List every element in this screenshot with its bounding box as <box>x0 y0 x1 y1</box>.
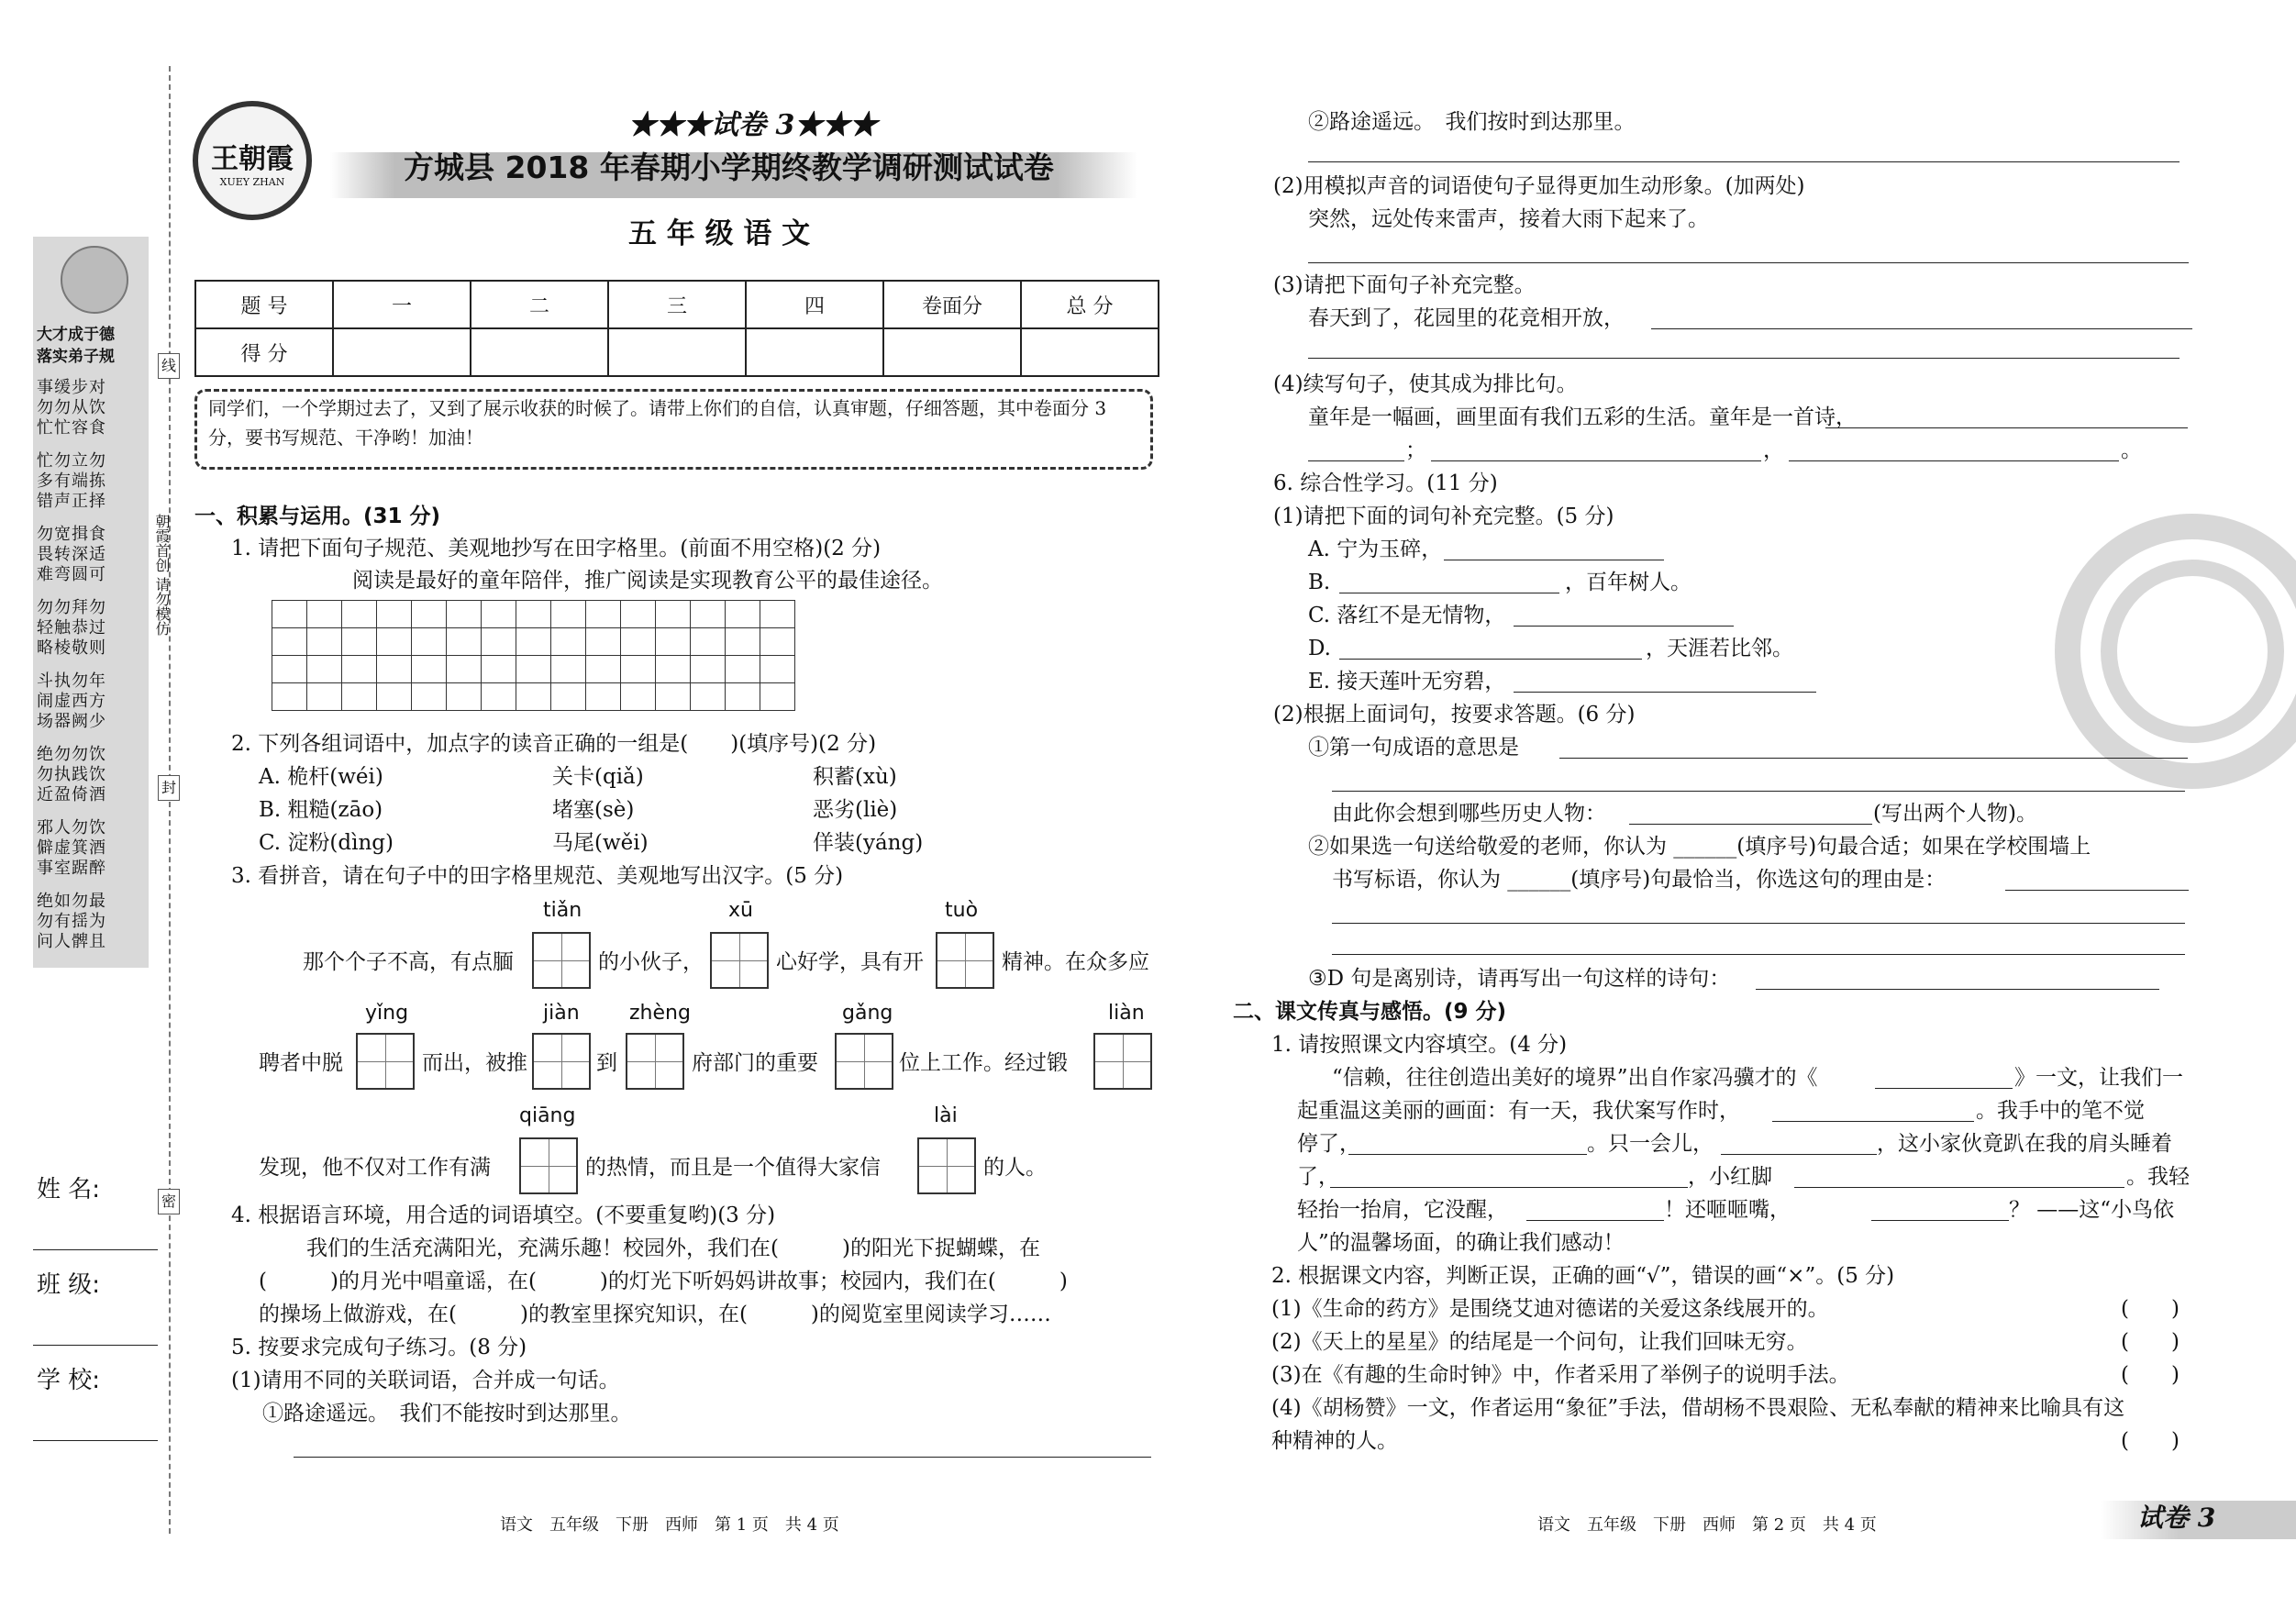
r3-text: 突然，远处传来雷声，接着大雨下起来了。 <box>1308 207 1709 231</box>
s2q2-text: 2. 根据课文内容，判断正误，正确的画“√”，错误的画“×”。(5 分) <box>1271 1264 1895 1288</box>
grid-cell[interactable] <box>621 628 656 656</box>
q1-text: 1. 请把下面句子规范、美观地抄写在田字格里。(前面不用空格)(2 分) <box>231 537 882 560</box>
rule-line: 事室踞醉 <box>37 859 106 878</box>
q5-1-text: (1)请用不同的关联词语，合并成一句话。 <box>231 1369 620 1392</box>
judge-statement: (2)《天上的星星》的结尾是一个问句，让我们回味无穷。 <box>1271 1330 1808 1354</box>
q3-line3-b: 的热情，而且是一个值得大家信 <box>585 1156 881 1180</box>
q6-2c: ②如果选一句送给敬爱的老师，你认为 ______(填序号)句最合适；如果在学校围墙上 <box>1308 835 2091 859</box>
answer-line[interactable] <box>1339 659 1642 660</box>
footer-left: 语文 五年级 下册 西师 第 1 页 共 4 页 <box>500 1515 839 1535</box>
grid-cell[interactable] <box>621 683 656 711</box>
grid-cell[interactable] <box>691 656 726 683</box>
q3-line2-a: 聘者中脱 <box>259 1051 343 1075</box>
answer-line[interactable] <box>1332 954 2185 955</box>
answer-line[interactable] <box>1629 824 1872 825</box>
q2-option: C. 淀粉(dìng) <box>259 831 394 855</box>
grid-cell[interactable] <box>656 656 691 683</box>
grid-cell[interactable] <box>516 656 551 683</box>
score-cell[interactable] <box>608 328 746 376</box>
grid-cell[interactable] <box>272 601 307 628</box>
grid-cell[interactable] <box>726 601 760 628</box>
answer-line[interactable] <box>1651 328 2192 329</box>
rule-line: 错声正择 <box>37 492 106 511</box>
answer-line[interactable] <box>1721 1154 1877 1155</box>
copyright-note: 朝霞首创 请勿模仿 <box>153 514 171 637</box>
q6-A: A. 宁为玉碎， <box>1308 538 1443 561</box>
q3-line1-b: 的小伙子， <box>598 950 704 974</box>
grid-cell[interactable] <box>272 628 307 656</box>
score-header: 卷面分 <box>883 281 1021 328</box>
r1-text: ②路途遥远。 我们按时到达那里。 <box>1308 110 1636 134</box>
name-field[interactable] <box>33 1249 158 1250</box>
q6-2d: 书写标语，你认为 ______(填序号)句最恰当，你选这句的理由是： <box>1332 868 1947 892</box>
r4-text: (3)请把下面句子补充完整。 <box>1273 273 1536 297</box>
grid-cell[interactable] <box>377 628 412 656</box>
score-header: 四 <box>746 281 883 328</box>
pinyin-7: gǎng <box>842 1002 893 1025</box>
brand-logo: 王朝霞 XUEY ZHAN <box>193 101 312 220</box>
q3-line1-d: 精神。在众多应 <box>1002 950 1149 974</box>
q4-line1: 我们的生活充满阳光，充满乐趣！校园外，我们在( )的阳光下捉蝴蝶，在 <box>306 1237 1040 1260</box>
comma: ， <box>1763 438 1784 462</box>
section-1-heading: 一、积累与运用。(31 分) <box>194 505 441 528</box>
s2-line4c: 。我轻 <box>2126 1165 2190 1189</box>
s2q1-text: 1. 请按照课文内容填空。(4 分) <box>1271 1033 1568 1057</box>
grid-cell[interactable] <box>691 683 726 711</box>
grid-cell[interactable] <box>307 628 342 656</box>
tian-box-10[interactable] <box>917 1137 976 1194</box>
s2-line5b: ！还咂咂嘴， <box>1664 1198 1791 1222</box>
q6-2-text: (2)根据上面词句，按要求答题。(6 分) <box>1273 703 1636 726</box>
rule-line: 略棱敬则 <box>37 638 106 658</box>
grid-cell[interactable] <box>307 683 342 711</box>
grid-cell[interactable] <box>656 628 691 656</box>
score-cell[interactable] <box>1021 328 1159 376</box>
answer-line[interactable] <box>1789 460 2119 461</box>
answer-line[interactable] <box>1348 1154 1587 1155</box>
rule-line: 近盈倚酒 <box>37 785 106 804</box>
grid-cell[interactable] <box>586 601 621 628</box>
q2-option: 恶劣(liè) <box>813 798 898 822</box>
grid-cell[interactable] <box>516 628 551 656</box>
grid-cell[interactable] <box>412 656 447 683</box>
rule-line: 畏转深适 <box>37 545 106 564</box>
section-2-heading: 二、课文传真与感悟。(9 分) <box>1233 1000 1507 1024</box>
answer-line[interactable] <box>294 1457 1151 1458</box>
score-header: 二 <box>471 281 608 328</box>
s2-line5: 轻抬一抬肩，它没醒， <box>1297 1198 1508 1222</box>
q3-line2-d: 府部门的重要 <box>692 1051 818 1075</box>
s2-line2b: 。我手中的笔不觉 <box>1976 1099 2145 1123</box>
q6-C: C. 落红不是无情物， <box>1308 604 1506 627</box>
grid-cell[interactable] <box>412 683 447 711</box>
grid-cell[interactable] <box>342 683 377 711</box>
q6-2b2: (写出两个人物)。 <box>1873 802 2037 826</box>
grid-cell[interactable] <box>377 683 412 711</box>
rule-line: 勿勿从饮 <box>37 398 106 417</box>
tian-box-4[interactable] <box>356 1033 415 1090</box>
corner-label: 试卷 3 <box>2137 1503 2216 1533</box>
grid-cell[interactable] <box>447 601 482 628</box>
q3-text: 3. 看拼音，请在句子中的田字格里规范、美观地写出汉字。(5 分) <box>231 864 844 888</box>
grid-cell[interactable] <box>272 683 307 711</box>
s2-line4: 了， <box>1297 1165 1339 1189</box>
q2-option: 马尾(wěi) <box>552 831 649 855</box>
q3-line2-b: 而出，被推 <box>422 1051 527 1075</box>
score-cell[interactable] <box>471 328 608 376</box>
answer-line[interactable] <box>1308 161 2180 162</box>
school-label: 学 校: <box>37 1367 101 1394</box>
rule-line: 勿宽揖食 <box>37 525 106 544</box>
q2-text: 2. 下列各组词语中，加点字的读音正确的一组是( )(填序号)(2 分) <box>231 732 877 756</box>
q6-B2: ，百年树人。 <box>1565 571 1691 594</box>
q6-text: 6. 综合性学习。(11 分) <box>1273 471 1498 495</box>
grid-cell[interactable] <box>586 683 621 711</box>
answer-line[interactable] <box>1825 427 2188 428</box>
grid-cell[interactable] <box>551 656 586 683</box>
answer-line[interactable] <box>1794 1187 2124 1188</box>
judge-paren-4[interactable]: ( ) <box>2121 1429 2180 1453</box>
page-title: 方城县 2018 年春期小学期终教学调研测试试卷 <box>404 150 1054 185</box>
footer-right: 语文 五年级 下册 西师 第 2 页 共 4 页 <box>1537 1515 1877 1535</box>
grid-cell[interactable] <box>377 601 412 628</box>
q4-line3: 的操场上做游戏，在( )的教室里探究知识，在( )的阅览室里阅读学习…… <box>259 1303 1051 1326</box>
rule-line: 场器阙少 <box>37 712 106 731</box>
judge-statement: (4)《胡杨赞》一文，作者运用“象征”手法，借胡杨不畏艰险、无私奉献的精神来比喻具有这 <box>1271 1396 2125 1420</box>
answer-line[interactable] <box>1526 1220 1664 1221</box>
q6-B: B. <box>1308 571 1331 594</box>
tian-box-6[interactable] <box>626 1033 684 1090</box>
rule-line: 勿勿拜勿 <box>37 598 106 617</box>
grid-cell[interactable] <box>447 683 482 711</box>
rule-line: 轻触恭过 <box>37 618 106 638</box>
copy-grid[interactable] <box>272 600 795 711</box>
rule-line: 多有端拣 <box>37 471 106 491</box>
score-header: 三 <box>608 281 746 328</box>
pinyin-4: yǐng <box>365 1002 409 1025</box>
score-header: 总 分 <box>1021 281 1159 328</box>
seal-watermark-inner <box>2101 560 2284 743</box>
answer-line[interactable] <box>1514 692 1816 693</box>
q6-2a: ①第一句成语的意思是 <box>1308 736 1519 760</box>
score-cell[interactable] <box>883 328 1021 376</box>
grid-cell[interactable] <box>377 656 412 683</box>
r6-text: (4)续写句子，使其成为排比句。 <box>1273 372 1578 396</box>
rule-line: 斗执勿年 <box>37 671 106 691</box>
q3-line2-c: 到 <box>596 1051 617 1075</box>
rule-line: 勿有揺为 <box>37 912 106 931</box>
answer-line[interactable] <box>1875 1088 2013 1089</box>
grid-cell[interactable] <box>691 601 726 628</box>
q2-option: 佯装(yáng) <box>813 831 924 855</box>
answer-line[interactable] <box>1330 1187 1688 1188</box>
q6-2e: ③D 句是离别诗，请再写出一句这样的诗句： <box>1308 967 1731 991</box>
q1-sentence: 阅读是最好的童年陪伴，推广阅读是实现教育公平的最佳途径。 <box>352 569 943 593</box>
class-field[interactable] <box>33 1345 158 1346</box>
judge-paren[interactable]: ( ) <box>2121 1330 2180 1354</box>
grid-cell[interactable] <box>482 601 516 628</box>
s2-line2: 起重温这美丽的画面：有一天，我伏案写作时， <box>1297 1099 1740 1123</box>
pinyin-6: zhèng <box>629 1002 691 1025</box>
grid-cell[interactable] <box>551 601 586 628</box>
grid-cell[interactable] <box>447 628 482 656</box>
r2-text: (2)用模拟声音的词语使句子显得更加生动形象。(加两处) <box>1273 174 1805 198</box>
cut-mark-3: 密 <box>158 1189 180 1214</box>
grid-cell[interactable] <box>516 683 551 711</box>
answer-line[interactable] <box>1431 460 1761 461</box>
tian-box-7[interactable] <box>835 1033 893 1090</box>
grid-cell[interactable] <box>586 656 621 683</box>
answer-line[interactable] <box>1559 758 2188 759</box>
grid-cell[interactable] <box>412 628 447 656</box>
s2-line4b: ，小红脚 <box>1688 1165 1772 1189</box>
grid-cell[interactable] <box>342 656 377 683</box>
q3-line1-a: 那个个子不高，有点腼 <box>303 950 514 974</box>
score-table <box>194 280 1159 377</box>
grid-cell[interactable] <box>551 628 586 656</box>
score-cell[interactable] <box>333 328 471 376</box>
answer-line[interactable] <box>1332 923 2185 924</box>
q2-option: B. 粗糙(zāo) <box>259 798 383 822</box>
judge-4b: 种精神的人。 <box>1271 1429 1398 1453</box>
s2-line1b: 》一文，让我们一 <box>2014 1066 2183 1090</box>
rule-line: 闹虚西方 <box>37 692 106 711</box>
period: 。 <box>2121 438 2142 462</box>
grid-cell[interactable] <box>482 683 516 711</box>
rule-line: 勿执践饮 <box>37 765 106 784</box>
cut-mark-2: 封 <box>158 775 180 801</box>
answer-line[interactable] <box>1308 262 2189 263</box>
rules-list <box>37 378 145 965</box>
notice-box: 同学们，一个学期过去了，又到了展示收获的时候了。请带上你们的自信，认真审题，仔细答题，其中卷面分 3 分，要书写规范、干净哟！加油！ <box>194 389 1153 470</box>
school-field[interactable] <box>33 1440 158 1441</box>
q3-line3-c: 的人。 <box>983 1156 1047 1180</box>
tian-box-8[interactable] <box>1093 1033 1152 1090</box>
tian-box-1[interactable] <box>532 932 591 989</box>
grid-cell[interactable] <box>621 656 656 683</box>
grid-cell[interactable] <box>307 656 342 683</box>
q3-line1-c: 心好学，具有开 <box>776 950 924 974</box>
class-label: 班 级: <box>37 1271 101 1299</box>
grid-cell[interactable] <box>412 601 447 628</box>
answer-line[interactable] <box>1514 626 1734 627</box>
score-header: 一 <box>333 281 471 328</box>
tian-box-9[interactable] <box>519 1137 578 1194</box>
score-header: 题 号 <box>195 281 333 328</box>
grid-cell[interactable] <box>551 683 586 711</box>
cartoon-icon <box>61 246 128 314</box>
rule-line: 忙忙容食 <box>37 418 106 438</box>
judge-statement: (3)在《有趣的生命时钟》中，作者采用了举例子的说明手法。 <box>1271 1363 1850 1387</box>
s2-line5c: ？ ——这“小鸟依 <box>2009 1198 2175 1222</box>
s2-line6: 人”的温馨场面，的确让我们感动！ <box>1297 1231 1625 1255</box>
r5-text: 春天到了，花园里的花竞相开放， <box>1308 306 1625 330</box>
q6-D2: ，天涯若比邻。 <box>1646 637 1793 660</box>
pinyin-10: lài <box>934 1104 958 1127</box>
s2-line3c: ，这小家伙竟趴在我的肩头睡着 <box>1877 1132 2172 1156</box>
q5-text: 5. 按要求完成句子练习。(8 分) <box>231 1336 527 1359</box>
rule-line: 邪人勿饮 <box>37 818 106 837</box>
q4-line2: ( )的月光中唱童谣，在( )的灯光下听妈妈讲故事；校园内，我们在( ) <box>259 1270 1068 1293</box>
grid-cell[interactable] <box>342 601 377 628</box>
grid-cell[interactable] <box>482 656 516 683</box>
grid-cell[interactable] <box>586 628 621 656</box>
grid-cell[interactable] <box>760 683 795 711</box>
grid-cell[interactable] <box>272 656 307 683</box>
q6-D: D. <box>1308 637 1331 660</box>
semicolon: ； <box>1405 438 1426 462</box>
grid-cell[interactable] <box>691 628 726 656</box>
q2-option: 堵塞(sè) <box>552 798 635 822</box>
answer-line[interactable] <box>2005 890 2189 891</box>
grid-cell[interactable] <box>621 601 656 628</box>
grid-cell[interactable] <box>482 628 516 656</box>
answer-line[interactable] <box>1772 1121 1974 1122</box>
tian-box-3[interactable] <box>936 932 994 989</box>
rule-line: 事缓步对 <box>37 378 106 397</box>
judge-paren[interactable]: ( ) <box>2121 1363 2180 1387</box>
s2-line1: “信赖，往往创造出美好的境界”出自作家冯骥才的《 <box>1332 1066 1818 1090</box>
motto-1: 大才成于德 <box>37 326 115 344</box>
answer-line[interactable] <box>1756 989 2159 990</box>
answer-line[interactable] <box>1308 460 1404 461</box>
grid-cell[interactable] <box>760 601 795 628</box>
tian-box-2[interactable] <box>710 932 769 989</box>
motto-2: 落实弟子规 <box>37 348 115 366</box>
score-row-label: 得 分 <box>195 328 333 376</box>
answer-line[interactable] <box>1332 791 2185 792</box>
pinyin-9: qiāng <box>519 1104 576 1127</box>
q3-line3-a: 发现，他不仅对工作有满 <box>259 1156 491 1180</box>
grid-cell[interactable] <box>656 601 691 628</box>
rule-line: 问人髀且 <box>37 932 106 951</box>
judge-statement: (1)《生命的药方》是围绕艾迪对德诺的关爱这条线展开的。 <box>1271 1297 1829 1321</box>
grid-cell[interactable] <box>342 628 377 656</box>
r7-text: 童年是一幅画，画里面有我们五彩的生活。童年是一首诗， <box>1308 405 1857 429</box>
grid-cell[interactable] <box>726 683 760 711</box>
pinyin-2: xū <box>728 899 753 922</box>
q2-option: 积蓄(xù) <box>813 765 897 789</box>
pinyin-5: jiàn <box>543 1002 580 1025</box>
judge-paren[interactable]: ( ) <box>2121 1297 2180 1321</box>
answer-line[interactable] <box>1308 358 2180 359</box>
q2-option: A. 桅杆(wéi) <box>259 765 383 789</box>
grid-cell[interactable] <box>760 656 795 683</box>
q6-E: E. 接天莲叶无穷碧， <box>1308 670 1506 693</box>
grid-cell[interactable] <box>726 628 760 656</box>
grid-cell[interactable] <box>307 601 342 628</box>
grid-cell[interactable] <box>760 628 795 656</box>
rule-line: 绝勿勿饮 <box>37 745 106 764</box>
q4-text: 4. 根据语言环境，用合适的词语填空。(不要重复哟)(3 分) <box>231 1203 776 1227</box>
s2-line3: 停了， <box>1297 1132 1360 1156</box>
q5-1a-text: ①路途遥远。 我们不能按时到达那里。 <box>262 1402 632 1425</box>
answer-line[interactable] <box>1871 1220 2009 1221</box>
rule-line: 忙勿立勿 <box>37 451 106 471</box>
q6-2b: 由此你会想到哪些历史人物： <box>1332 802 1606 826</box>
name-label: 姓 名: <box>37 1176 101 1203</box>
grid-cell[interactable] <box>516 601 551 628</box>
pinyin-8: liàn <box>1108 1002 1145 1025</box>
q6-1-text: (1)请把下面的词句补充完整。(5 分) <box>1273 505 1614 528</box>
cut-mark-1: 线 <box>158 353 180 379</box>
rule-line: 绝如勿最 <box>37 892 106 911</box>
page-subtitle: 五 年 级 语 文 <box>628 217 811 250</box>
paper-tag: ★★★试卷 3★★★ <box>628 109 878 141</box>
s2-line3b: 。只一会儿， <box>1587 1132 1714 1156</box>
grid-cell[interactable] <box>656 683 691 711</box>
grid-cell[interactable] <box>726 656 760 683</box>
score-cell[interactable] <box>746 328 883 376</box>
q3-line2-e: 位上工作。经过锻 <box>899 1051 1068 1075</box>
pinyin-3: tuò <box>945 899 979 922</box>
grid-cell[interactable] <box>447 656 482 683</box>
rule-line: 难弯圆可 <box>37 565 106 584</box>
q2-option: 关卡(qiǎ) <box>552 765 644 789</box>
pinyin-1: tiǎn <box>543 899 582 922</box>
tian-box-5[interactable] <box>532 1033 591 1090</box>
rule-line: 僻虚箕酒 <box>37 838 106 858</box>
